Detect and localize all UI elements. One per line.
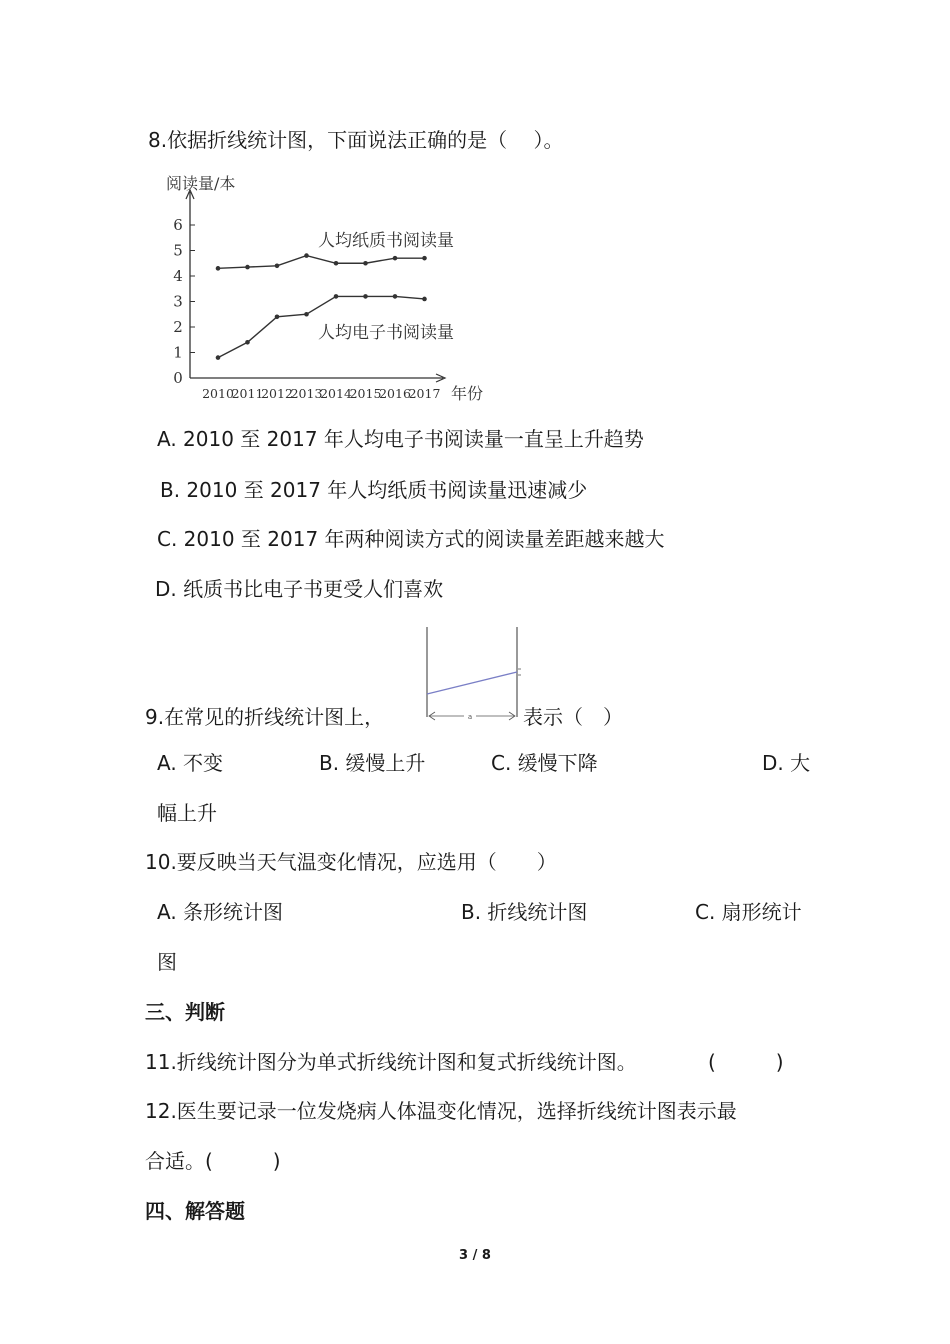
q10-stem: 10.要反映当天气温变化情况，应选用（ ）	[145, 850, 557, 874]
series-1-point	[304, 253, 309, 258]
q8-option-c: C. 2010 至 2017 年两种阅读方式的阅读量差距越来越大	[157, 527, 665, 551]
series-1-point	[275, 264, 280, 269]
y-tick-label: 0	[173, 369, 183, 387]
q10-option-c: C. 扇形统计	[695, 900, 802, 924]
q9-option-d: D. 大	[762, 751, 811, 775]
y-tick-label: 5	[173, 241, 183, 260]
q9-stem-before: 9.在常见的折线统计图上，	[145, 705, 385, 729]
series-2-point	[334, 294, 339, 299]
series-1-point	[363, 261, 368, 266]
x-axis-title: 年份	[451, 384, 484, 403]
series-1-point	[216, 266, 221, 271]
q10-option-a: A. 条形统计图	[157, 900, 284, 924]
series-label-2: 人均电子书阅读量	[318, 323, 454, 343]
q8-option-d: D. 纸质书比电子书更受人们喜欢	[155, 577, 444, 601]
q9-option-d-continued: 幅上升	[157, 801, 217, 825]
y-tick-label: 4	[173, 267, 183, 285]
x-tick-label: 2017	[408, 386, 441, 401]
section-4-heading: 四、解答题	[145, 1199, 245, 1223]
series-1-point	[334, 261, 339, 266]
q8-line-chart	[160, 168, 500, 408]
y-tick-label: 2	[173, 318, 183, 336]
q11-answer-paren: ( )	[708, 1050, 784, 1074]
x-tick-label: 2011	[231, 386, 264, 401]
y-tick-label: 1	[173, 343, 183, 362]
series-1-point	[422, 256, 427, 261]
q8-option-b: B. 2010 至 2017 年人均纸质书阅读量迅速减少	[160, 478, 588, 502]
section-3-heading: 三、判断	[145, 1000, 225, 1024]
series-2-point	[304, 312, 309, 317]
y-tick-label: 3	[173, 292, 183, 311]
series-2-point	[245, 340, 250, 345]
x-tick-label: 2013	[290, 386, 323, 401]
series-1-point	[245, 265, 250, 270]
q12-line-2: 合适。( )	[145, 1149, 281, 1173]
q9-stem-after: 表示（ ）	[523, 705, 623, 729]
series-2-point	[275, 315, 280, 320]
page-number: 3 / 8	[459, 1248, 491, 1263]
q11-text: 11.折线统计图分为单式折线统计图和复式折线统计图。	[145, 1050, 637, 1074]
x-tick-label: 2014	[320, 386, 352, 401]
y-axis-title: 阅读量/本	[166, 174, 236, 193]
figure-sloped-line	[427, 672, 517, 694]
x-tick-label: 2015	[349, 386, 382, 401]
x-tick-label: 2010	[202, 386, 234, 401]
q9-option-a: A. 不变	[157, 751, 224, 775]
q9-option-b: B. 缓慢上升	[319, 751, 426, 775]
series-label-1: 人均纸质书阅读量	[318, 231, 454, 251]
figure-dimension-label: a	[467, 713, 473, 721]
series-2-point	[216, 355, 221, 360]
series-2-point	[363, 294, 368, 299]
q9-option-c: C. 缓慢下降	[491, 751, 598, 775]
q8-option-a: A. 2010 至 2017 年人均电子书阅读量一直呈上升趋势	[157, 427, 644, 451]
q10-option-c-continued: 图	[157, 950, 177, 974]
series-2-point	[422, 297, 427, 302]
series-2-point	[393, 294, 398, 299]
q10-option-b: B. 折线统计图	[461, 900, 588, 924]
q12-line-1: 12.医生要记录一位发烧病人体温变化情况，选择折线统计图表示最	[145, 1099, 737, 1123]
series-1-point	[393, 256, 398, 261]
x-tick-label: 2012	[261, 386, 293, 401]
q9-line-figure	[420, 625, 530, 725]
q8-stem: 8.依据折线统计图，下面说法正确的是（ ）。	[148, 128, 564, 152]
y-tick-label: 6	[173, 216, 183, 234]
x-tick-label: 2016	[379, 386, 411, 401]
